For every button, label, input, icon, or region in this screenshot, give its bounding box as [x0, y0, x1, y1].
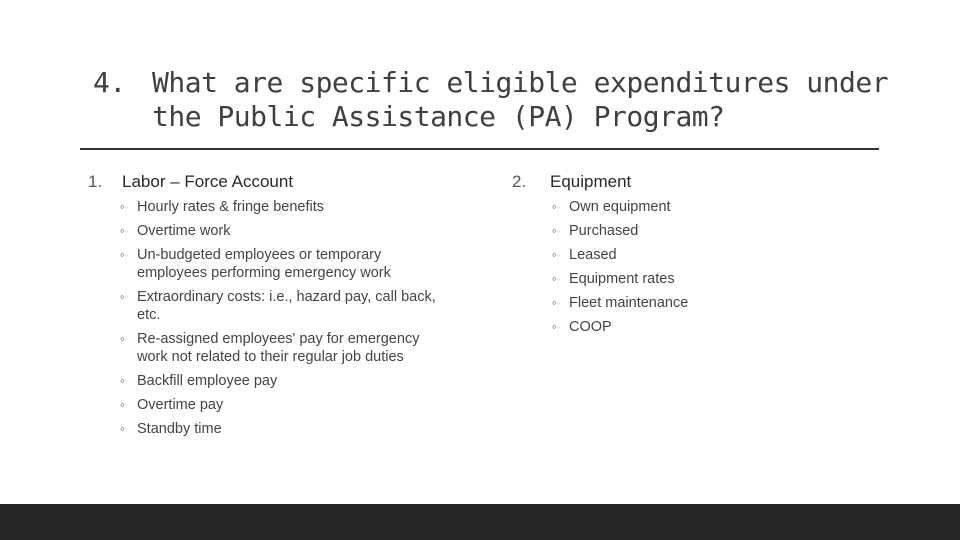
bullet-icon: ◦: [120, 331, 125, 346]
bullet-icon: ◦: [552, 271, 557, 286]
equipment-heading-number: 2.: [512, 172, 527, 191]
equipment-list: [552, 198, 752, 342]
labor-list: [120, 198, 450, 444]
bullet-icon: ◦: [120, 247, 125, 262]
list-item: ◦ Fleet maintenance: [552, 295, 689, 311]
footer-bar: [0, 504, 960, 540]
labor-heading-number: 1.: [88, 172, 103, 191]
bullet-icon: ◦: [120, 421, 125, 436]
list-item: ◦ Own equipment: [552, 199, 671, 215]
list-item: ◦ Overtime work: [120, 223, 231, 239]
bullet-icon: ◦: [120, 289, 125, 304]
list-item: ◦ Leased: [552, 247, 617, 263]
list-item: ◦ Un-budgeted employees or temporary employees performing emergency work: [120, 247, 391, 281]
list-item: ◦ Hourly rates & fringe benefits: [120, 199, 324, 215]
list-item: ◦ COOP: [552, 319, 612, 335]
title-text: What are specific eligible expenditures under the Public Assistance (PA) Program?: [152, 66, 889, 133]
list-item: ◦ Purchased: [552, 223, 639, 239]
bullet-icon: ◦: [120, 373, 125, 388]
title-number: 4.: [93, 66, 126, 99]
list-item: ◦ Standby time: [120, 421, 222, 437]
bullet-icon: ◦: [552, 199, 557, 214]
bullet-icon: ◦: [552, 295, 557, 310]
bullet-icon: ◦: [552, 319, 557, 334]
bullet-icon: ◦: [552, 223, 557, 238]
bullet-icon: ◦: [120, 199, 125, 214]
bullet-icon: ◦: [120, 223, 125, 238]
list-item: ◦ Overtime pay: [120, 397, 224, 413]
list-item: ◦ Backfill employee pay: [120, 373, 278, 389]
equipment-heading-text: Equipment: [550, 172, 632, 191]
bullet-icon: ◦: [120, 397, 125, 412]
title-divider: [80, 148, 879, 150]
bullet-icon: ◦: [552, 247, 557, 262]
list-item: ◦ Equipment rates: [552, 271, 675, 287]
list-item: ◦ Re-assigned employees' pay for emergency work not related to their regular job duties: [120, 331, 420, 365]
list-item: ◦ Extraordinary costs: i.e., hazard pay, call back, etc.: [120, 289, 436, 323]
labor-heading-text: Labor – Force Account: [122, 172, 294, 191]
